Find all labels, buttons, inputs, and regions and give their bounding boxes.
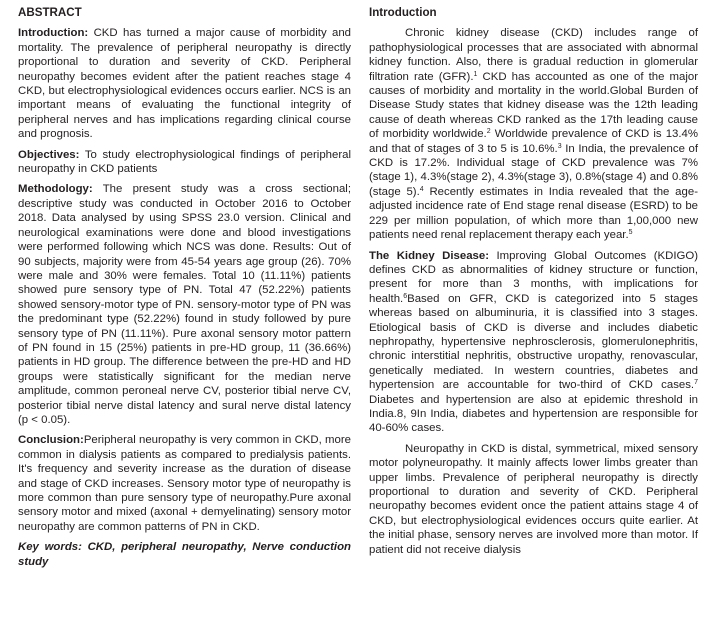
paragraph-text: In India, the prevalence of CKD is 17.2%. Individual stage of CKD prevalence was 7% (stage 1), 4.3%(stage 2), 4.3%(stage 3), 0.8%(stage 4) and 0.8%(stage 5). xyxy=(369,142,699,198)
introduction-paragraph-2 xyxy=(369,249,698,436)
abstract-introduction xyxy=(18,26,351,141)
introduction-paragraph-1 xyxy=(369,26,698,242)
abstract-methodology xyxy=(18,182,351,427)
keywords: Key words: CKD, peripheral neuropathy, Nerve conduction study xyxy=(18,541,351,568)
abstract-column xyxy=(18,4,351,575)
citation: 3 xyxy=(557,142,562,150)
citation: 6 xyxy=(403,292,408,300)
citation: 4 xyxy=(419,185,424,193)
introduction-paragraph-3: Neuropathy in CKD is distal, symmetrical, mixed sensory motor polyneuropathy. It mainly affects lower limbs greater than upper limbs. Prevalence of peripheral neuropathy is directly proportional to duration and severity of CKD. Peripheral neuropathy becomes evident once the patient attains stage 4 of CKD, but electrophysiological evidences occurs quite earlier. At the initial phase, sensory nerves are involved more than motor. If patient did not receive dialysis xyxy=(369,442,698,556)
introduction-column xyxy=(369,4,698,563)
paragraph-text: Worldwide prevalence of CKD is 13.4% and that of stages of 3 to 5 is 10.6%. xyxy=(369,128,698,155)
abstract-objectives xyxy=(18,148,351,177)
objectives-label: Objectives: xyxy=(18,148,80,161)
kdigo-label: The Kidney Disease: xyxy=(369,249,490,262)
paragraph-text: Based on GFR, CKD is categorized into 5 stages whereas based on albuminuria, it is classified into 3 stages. Etiological basis of CKD is diverse and includes diabetic nephropathy, hypertensive nephrosclerosis, glomerulonephritis, chronic interstitial nephritis, obstructive uropathy, renovascular, genetically mediated. In western countries, diabetes and hypertension are accountable for two-third of CKD cases. xyxy=(369,292,698,392)
paragraph-text: CKD has accounted as one of the major causes of morbidity and mortality in the world.Global Burden of Disease Study states that kidney disease was the 12th leading cause of death whereas CKD ranked as the 17th leading cause of morbidity worldwide. xyxy=(369,70,698,141)
paragraph-text: Chronic kidney disease (CKD) includes range of pathophysiological processes that are associated with abnormal kidney function. Also, there is gradual reduction in glomerular filtration rate (GFR). xyxy=(369,27,698,83)
paragraph-text: Improving Global Outcomes (KDIGO) defines CKD as abnormalities of kidney structure or function, present for more than 3 months, with implications for health. xyxy=(369,249,698,305)
conclusion-text: Peripheral neuropathy is very common in CKD, more common in dialysis patients as compared to predialysis patients. It's frequency and severity increase as the duration of disease and stage of CKD increases. Sensory motor type of neuropathy is more common than pure sensory type of neuropathy.Pure axonal sensory motor and mixed (axonal + demyelinating) sensory motor neuropathy are common patterns of PN in CKD. xyxy=(18,434,351,533)
conclusion-label: Conclusion: xyxy=(18,434,84,447)
abstract-conclusion xyxy=(18,433,351,534)
methodology-label: Methodology: xyxy=(18,183,93,196)
abstract-heading: ABSTRACT xyxy=(18,6,82,19)
methodology-text: The present study was a cross sectional; descriptive study was conducted in October 2016 to October 2018. Data analysed by using SPSS 23.0 version. Clinical and neurological examinations were done and blood investigations were performed following which NCS was done. Results: Out of 90 subjects, majority were from 45-54 years age group (26). 70% were male and 30% were females. Total 10 (11.11%) patients showed pure sensory type of PN. Total 47 (52.22%) patients showed sensory-motor type of PN. sensory-motor type of PN was the predominant type (52.22%) found in study followed by pure sensory type of PN (11.11%). Pure axonal sensory motor pattern of PN found in 15 (25%) patients in pre-HD group, 11 (36.66%) patients in HD group. The difference between the pre-HD and HD groups were statistically significant for the median nerve amplitude, common peroneal nerve CV, posterior tibial nerve CV, posterior tibial nerve distal latency and sural nerve distal latency (p < 0.05). xyxy=(18,183,351,426)
introduction-text: CKD has turned a major cause of morbidity and mortality. The prevalence of peripheral neuropathy is directly proportional to duration and severity of CKD. Peripheral neuropathy becomes evident after the patient reaches stage 4 CKD, but electrophysiological evidences occurs earlier. NCS is an important means of evaluating the functional integrity of peripheral nerves and has implications regarding clinical course and prognosis. xyxy=(18,27,351,141)
introduction-label: Introduction: xyxy=(18,27,89,40)
citation: 2 xyxy=(486,128,491,136)
paragraph-text: Recently estimates in India revealed that the age-adjusted incidence rate of End stage renal disease (ESRD) to be 229 per million population, of which more than 1,00,000 new patients need renal replacement therapy each year. xyxy=(369,185,698,242)
citation: 5 xyxy=(628,229,633,237)
introduction-heading: Introduction xyxy=(369,6,437,19)
objectives-text: To study electrophysiological findings of peripheral neuropathy in CKD patients xyxy=(18,148,351,176)
citation: 7 xyxy=(694,379,698,387)
paragraph-text: Diabetes and hypertension are also at epidemic threshold in India.8, 9In India, diabetes and hypertension are responsible for 40-60% cases. xyxy=(369,393,698,435)
citation: 1 xyxy=(473,70,478,78)
